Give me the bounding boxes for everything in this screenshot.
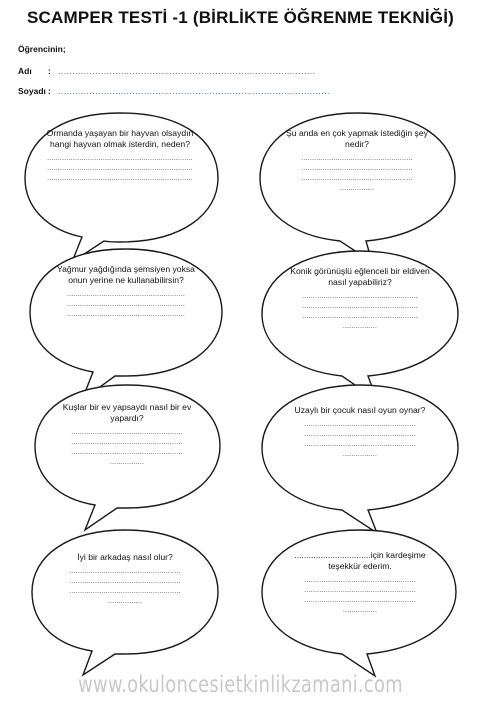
bubble-1-question: Ormanda yaşayan bir hayvan olsaydın hangi hayvan olmak isterdin, neden?: [46, 128, 194, 149]
answer-line[interactable]: ....................................................: [71, 449, 183, 456]
answer-line[interactable]: .......................................................: [67, 301, 185, 308]
answer-line[interactable]: ....................................................: [301, 165, 413, 172]
bubble-7-question: İyi bir arkadaş nasıl olur?: [77, 552, 173, 562]
answer-line[interactable]: ....................................................: [301, 155, 413, 162]
answer-line[interactable]: ................: [107, 598, 143, 605]
bubble-4-question: Konik görünüşlü eğlenceli bir eldiven nasıl yapabiliriz?: [290, 266, 430, 287]
answer-line[interactable]: ....................................................: [304, 597, 416, 604]
answer-line[interactable]: .......................................................: [67, 291, 185, 298]
answer-line[interactable]: ....................................................: [301, 175, 413, 182]
answer-line[interactable]: ....................................................: [304, 577, 416, 584]
name-colon: :: [48, 66, 51, 76]
answer-line[interactable]: ......................................................: [302, 303, 418, 310]
bubble-2-question: Şu anda en çok yapmak istediğin şey nedir?: [286, 128, 428, 149]
answer-line[interactable]: ................: [342, 451, 378, 458]
surname-label: Soyadı: [18, 86, 46, 96]
answer-line[interactable]: ....................................................: [69, 578, 181, 585]
bubble-5-text: [50, 402, 204, 468]
page-title: SCAMPER TESTİ -1 (BİRLİKTE ÖĞRENME TEKNİĞİ): [26, 8, 454, 27]
answer-line[interactable]: ......................................................: [302, 293, 418, 300]
answer-line[interactable]: ....................................................: [69, 568, 181, 575]
bubble-5-question: Kuşlar bir ev yapsaydı nasıl bir ev yapardı?: [62, 402, 192, 423]
bubble-3-question: Yağmur yağdığında şemsiyen yoksa onun yerine ne kullanabilirsin?: [57, 264, 195, 285]
answer-line[interactable]: ....................................................: [71, 439, 183, 446]
student-heading: Öğrencinin;: [18, 44, 66, 54]
watermark: www.okuloncesietkinlikzamani.com: [78, 672, 403, 698]
answer-line[interactable]: ....................................................: [71, 429, 183, 436]
bubble-8-question: ................................için kardeşime teşekkür ederim.: [294, 550, 426, 571]
surname-colon: :: [48, 86, 51, 96]
bubble-2-text: [280, 128, 434, 194]
answer-line[interactable]: ................: [342, 323, 378, 330]
answer-line[interactable]: ....................................................: [69, 588, 181, 595]
answer-line[interactable]: ....................................................: [304, 441, 416, 448]
surname-field[interactable]: ...............................................................................................: [58, 86, 330, 96]
answer-line[interactable]: ....................................................................: [47, 175, 193, 182]
bubble-7-text: [48, 552, 202, 607]
answer-line[interactable]: .......................................................: [67, 311, 185, 318]
bubble-8-text: [282, 550, 438, 616]
answer-line[interactable]: ....................................................: [304, 421, 416, 428]
answer-line[interactable]: ....................................................: [304, 431, 416, 438]
answer-line[interactable]: ................: [342, 607, 378, 614]
bubble-6-text: [282, 405, 438, 460]
bubble-6-question: Uzaylı bir çocuk nasıl oyun oynar?: [294, 405, 426, 415]
bubble-3-text: [48, 264, 204, 320]
answer-line[interactable]: ....................................................................: [47, 155, 193, 162]
answer-line[interactable]: ....................................................................: [47, 165, 193, 172]
name-label: Adı: [18, 66, 32, 76]
answer-line[interactable]: ....................................................: [304, 587, 416, 594]
answer-line[interactable]: ......................................................: [302, 313, 418, 320]
answer-line[interactable]: ................: [109, 459, 145, 466]
bubble-1-text: [40, 128, 200, 184]
name-field[interactable]: ..........................................................................................: [58, 66, 316, 76]
bubble-4-text: [282, 266, 438, 332]
answer-line[interactable]: ................: [339, 185, 375, 192]
